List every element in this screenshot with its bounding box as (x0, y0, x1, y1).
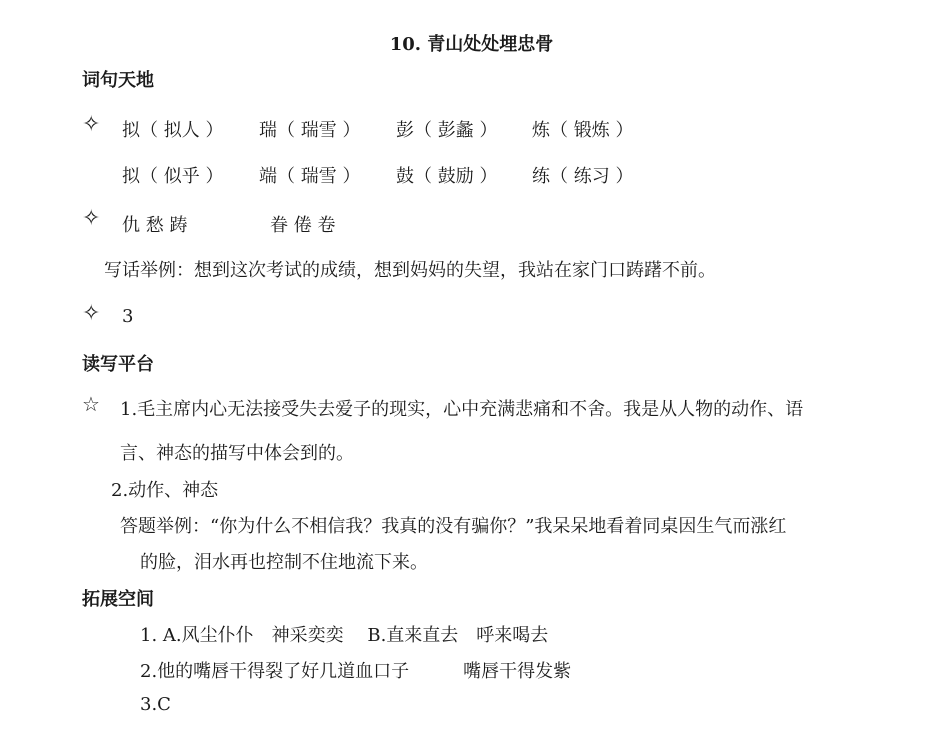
char-pair: 练（ 练习 ） (532, 166, 634, 187)
char-pair: 端（ 瑞雪 ） (259, 166, 361, 187)
section-heading-extension: 拓展空间 (82, 589, 154, 610)
five-point-star-icon: ☆ (82, 392, 100, 416)
answer-line: 3.C (140, 694, 171, 715)
char-pair: 瑞（ 瑞雪 ） (259, 120, 361, 141)
char-pair: 鼓（ 鼓励 ） (396, 166, 498, 187)
char-pair: 炼（ 锻炼 ） (532, 120, 634, 141)
four-point-star-icon: ✧ (82, 301, 101, 326)
answer-line: 的脸，泪水再也控制不住地流下来。 (140, 552, 428, 573)
answer-text: 3 (122, 306, 134, 327)
writing-example: 写话举例：想到这次考试的成绩，想到妈妈的失望，我站在家门口踌躇不前。 (104, 260, 716, 281)
char-pair: 拟（ 拟人 ） (122, 120, 224, 141)
char-pair: 拟（ 似乎 ） (122, 166, 224, 187)
four-point-star-icon: ✧ (82, 112, 101, 137)
page-title: 10. 青山处处埋忠骨 (389, 34, 554, 55)
section-heading-words: 词句天地 (82, 70, 154, 91)
answer-line: 言、神态的描写中体会到的。 (120, 443, 354, 464)
answer-line: 1.毛主席内心无法接受失去爱子的现实，心中充满悲痛和不舍。我是从人物的动作、语 (120, 399, 804, 420)
char-group: 仇 愁 踌 (122, 215, 188, 236)
answer-line: 2.动作、神态 (111, 480, 219, 501)
section-heading-reading: 读写平台 (82, 354, 154, 375)
answer-line: 2.他的嘴唇干得裂了好几道血口子 嘴唇干得发紫 (140, 661, 572, 682)
answer-line: 答题举例：“你为什么不相信我？我真的没有骗你？”我呆呆地看着同桌因生气而涨红 (120, 516, 787, 537)
four-point-star-icon: ✧ (82, 206, 101, 231)
char-pair: 彭（ 彭蠡 ） (396, 120, 498, 141)
char-group: 眷 倦 卷 (270, 215, 336, 236)
answer-line: 1. A.风尘仆仆 神采奕奕 B.直来直去 呼来喝去 (140, 625, 549, 646)
